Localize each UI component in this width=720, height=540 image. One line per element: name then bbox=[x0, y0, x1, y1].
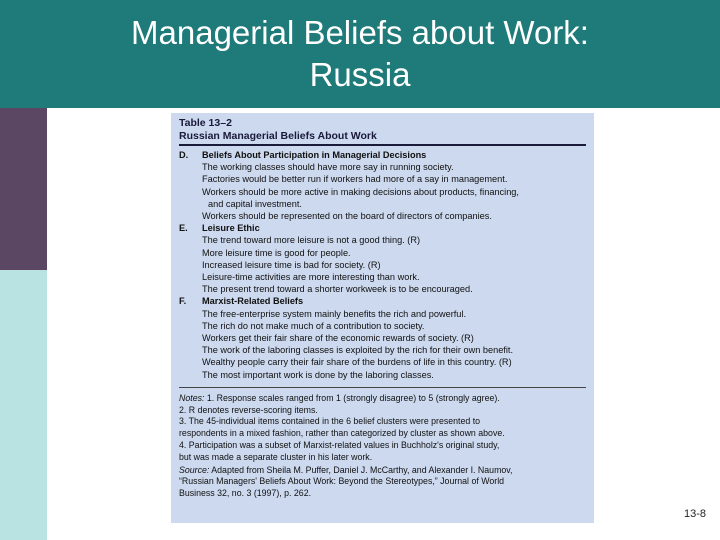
note-1 bbox=[179, 393, 586, 405]
belief-item: Leisure-time activities are more interesting than work. bbox=[202, 272, 420, 283]
notes-label: Notes: bbox=[179, 392, 205, 403]
source-line-1 bbox=[179, 465, 586, 477]
section-letter: E. bbox=[179, 223, 188, 234]
notes-rule bbox=[179, 387, 586, 388]
belief-item: More leisure time is good for people. bbox=[202, 247, 351, 258]
section-title: Marxist-Related Beliefs bbox=[202, 296, 304, 307]
slide-number: 13-8 bbox=[683, 508, 706, 520]
section-letter: F. bbox=[179, 296, 187, 307]
table-title: Russian Managerial Beliefs About Work bbox=[179, 130, 377, 142]
section-header bbox=[179, 222, 586, 234]
note-4a: 4. Participation was a subset of Marxist-related values in Buchholz's original study, bbox=[179, 440, 500, 451]
section-header bbox=[179, 295, 586, 307]
table-label: Table 13–2 bbox=[179, 117, 232, 129]
slide-title-line1: Managerial Beliefs about Work: bbox=[131, 14, 589, 51]
belief-item: and capital investment. bbox=[208, 198, 302, 209]
note-1-text: 1. Response scales ranged from 1 (strongly disagree) to 5 (strongly agree). bbox=[204, 392, 500, 403]
note-3b: respondents in a mixed fashion, rather than categorized by cluster as shown above. bbox=[179, 428, 505, 439]
note-3a: 3. The 45-individual items contained in the 6 belief clusters were presented to bbox=[179, 416, 481, 427]
belief-item: Workers should be represented on the board of directors of companies. bbox=[202, 211, 492, 222]
belief-item: The free-enterprise system mainly benefits the rich and powerful. bbox=[202, 308, 467, 319]
belief-item: The most important work is done by the laboring classes. bbox=[202, 369, 434, 380]
belief-item: Factories would be better run if workers had more of a say in management. bbox=[202, 174, 508, 185]
table-top-rule bbox=[179, 144, 586, 146]
belief-item: The trend toward more leisure is not a good thing. (R) bbox=[202, 235, 421, 246]
belief-item: Workers should be more active in making decisions about products, financing, bbox=[202, 186, 519, 197]
section-header bbox=[179, 149, 586, 161]
source-text-1: Adapted from Sheila M. Puffer, Daniel J. McCarthy, and Alexander I. Naumov, bbox=[209, 464, 513, 475]
source-line-2: “Russian Managers' Beliefs About Work: Beyond the Stereotypes,” Journal of World bbox=[179, 476, 505, 487]
section-title: Leisure Ethic bbox=[202, 223, 260, 234]
section-title: Beliefs About Participation in Managerial Decisions bbox=[202, 150, 427, 160]
section-letter: D. bbox=[179, 150, 189, 160]
slide-title-line2: Russia bbox=[309, 56, 411, 93]
title-bar bbox=[0, 0, 720, 108]
note-4b: but was made a separate cluster in his later work. bbox=[179, 451, 373, 462]
side-accent-light bbox=[0, 270, 47, 540]
belief-item: The working classes should have more say in running society. bbox=[202, 162, 454, 173]
note-2: 2. R denotes reverse-scoring items. bbox=[179, 404, 318, 415]
belief-item: Increased leisure time is bad for society. (R) bbox=[202, 259, 381, 270]
source-label: Source: bbox=[179, 464, 210, 475]
slide-title bbox=[40, 12, 680, 96]
belief-item: The present trend toward a shorter workweek is to be encouraged. bbox=[202, 284, 473, 295]
belief-item: Workers get their fair share of the economic rewards of society. (R) bbox=[202, 333, 474, 344]
belief-item: The rich do not make much of a contribution to society. bbox=[202, 320, 425, 331]
table-image bbox=[171, 113, 594, 523]
belief-item: Wealthy people carry their fair share of the burdens of life in this country. (R) bbox=[202, 357, 512, 368]
side-accent-dark bbox=[0, 108, 47, 270]
belief-item: The work of the laboring classes is exploited by the rich for their own benefit. bbox=[202, 345, 514, 356]
source-line-3: Business 32, no. 3 (1997), p. 262. bbox=[179, 488, 312, 499]
